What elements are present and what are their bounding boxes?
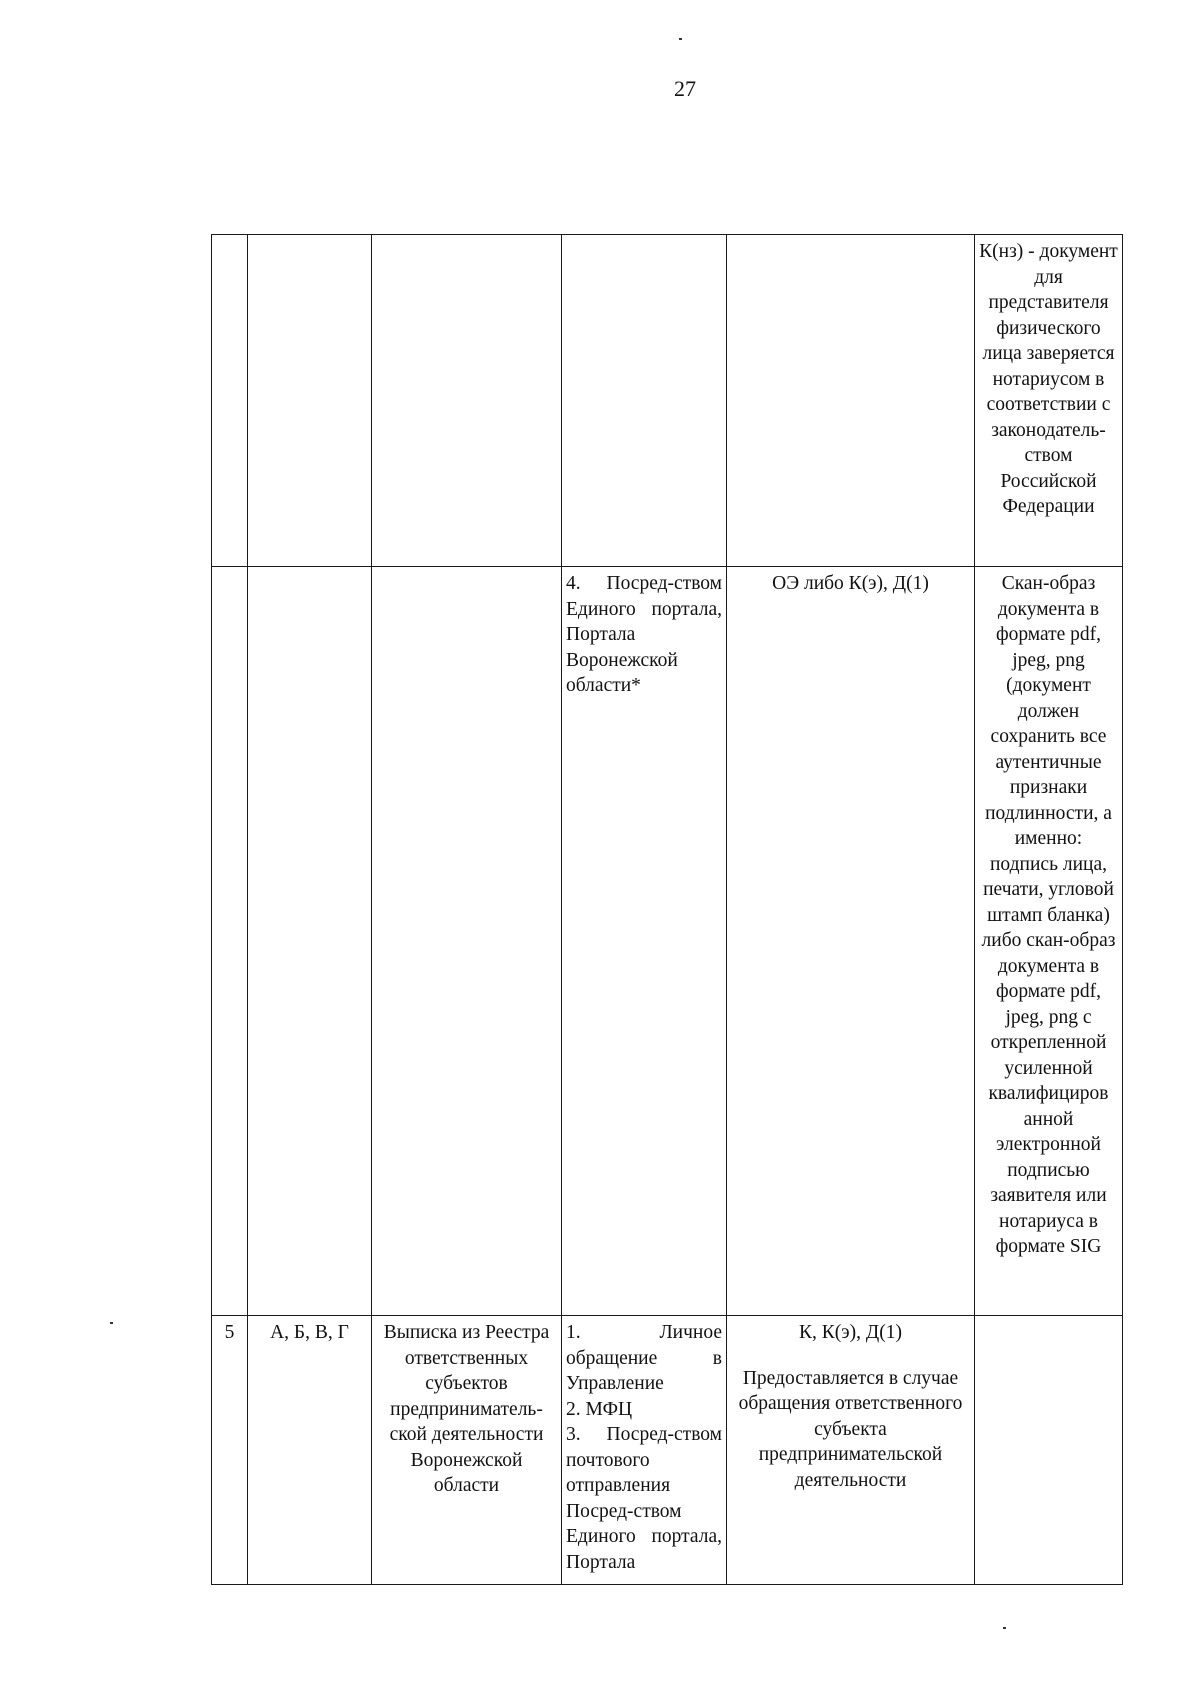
method-item: 1. Личное обращение в Управление xyxy=(566,1322,722,1394)
row2-col3 xyxy=(372,567,562,1316)
row2-col4: 4. Посред-ством Единого портала, Портала Воронежской области* xyxy=(562,567,727,1316)
table-row xyxy=(212,567,1123,1316)
method-item: Посред-ством Единого портала, Портала xyxy=(566,1500,722,1573)
scan-speck xyxy=(110,1322,113,1324)
row2-col6: Скан-образ документа в формате pdf, jpeg, png (документ должен сохранить все аутентичные признаки подлинности, а именно: подпись лица, печати, угловой штамп бланка) либо скан-образ документа в формате pdf, jpeg, png с открепленной усиленной квалифициров анной электронной подписью заявителя или нотариуса в формате SIG xyxy=(975,567,1123,1316)
row1-col4 xyxy=(562,235,727,567)
requirements-table xyxy=(211,234,1123,1585)
row1-col2 xyxy=(248,235,372,567)
row3-submission-methods xyxy=(562,1316,727,1585)
table-row xyxy=(212,235,1123,567)
row1-col6: К(нз) - документ для представителя физического лица заверяется нотариусом в соответствии с законодатель-ством Российской Федерации xyxy=(975,235,1123,567)
row2-col1 xyxy=(212,567,248,1316)
method-item: 3. Посред-ством почтового отправления xyxy=(566,1424,722,1496)
row3-categories: А, Б, В, Г xyxy=(248,1316,372,1585)
row1-col3 xyxy=(372,235,562,567)
row3-col6 xyxy=(975,1316,1123,1585)
row3-document-name: Выписка из Реестра ответственных субъектов предприниматель-ской деятельности Воронежской области xyxy=(372,1316,562,1585)
form-code: К, К(э), Д(1) xyxy=(799,1322,902,1343)
row3-number: 5 xyxy=(212,1316,248,1585)
row1-col5 xyxy=(727,235,975,567)
scan-speck xyxy=(679,38,682,40)
page-number: 27 xyxy=(674,76,696,101)
row2-col5: ОЭ либо К(э), Д(1) xyxy=(727,567,975,1316)
row2-col2 xyxy=(248,567,372,1316)
table-row xyxy=(212,1316,1123,1585)
method-item: 2. МФЦ xyxy=(566,1398,633,1420)
form-note: Предоставляется в случае обращения ответственного субъекта предпринимательской деятельности xyxy=(738,1367,963,1491)
row1-col1 xyxy=(212,235,248,567)
scan-speck xyxy=(1003,1627,1006,1629)
row3-form xyxy=(727,1316,975,1585)
